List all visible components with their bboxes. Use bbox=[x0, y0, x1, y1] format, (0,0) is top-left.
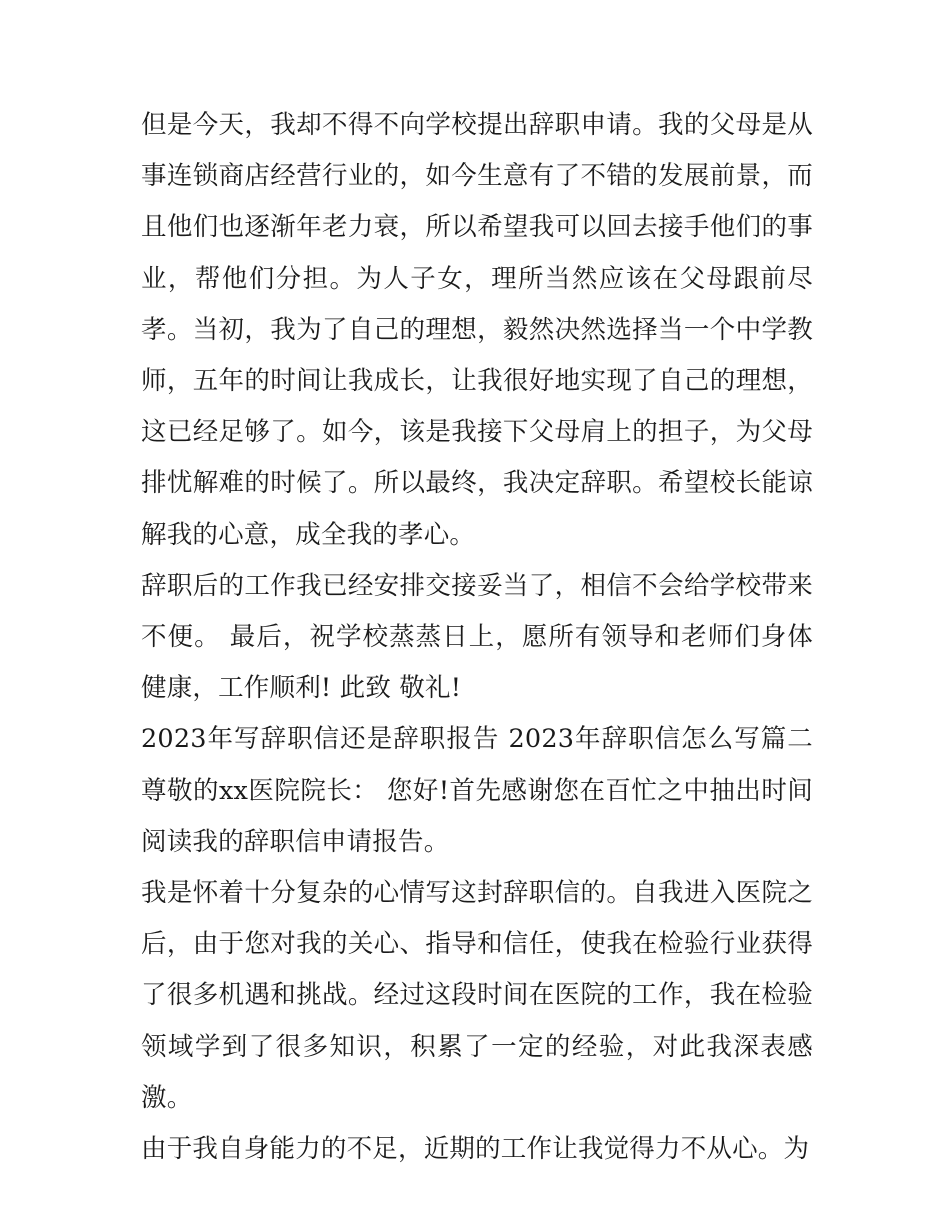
paragraph: 我是怀着十分复杂的心情写这封辞职信的。自我进入医院之后，由于您对我的关心、指导和信任，使我在检验行业获得了很多机遇和挑战。经过这段时间在医院的工作，我在检验领域学到了很多知识，积累了一定的经验，对此我深表感激。 bbox=[141, 878, 813, 1113]
paragraph: 2023年写辞职信还是辞职报告 2023年辞职信怎么写篇二 尊敬的xx医院院长： 您好!首先感谢您在百忙之中抽出时间阅读我的辞职信申请报告。 bbox=[141, 724, 813, 857]
paragraph: 但是今天，我却不得不向学校提出辞职申请。我的父母是从事连锁商店经营行业的，如今生意有了不错的发展前景，而且他们也逐渐年老力衰，所以希望我可以回去接手他们的事业，帮他们分担。为人子女，理所当然应该在父母跟前尽孝。当初，我为了自己的理想，毅然决然选择当一个中学教师，五年的时间让我成长，让我很好地实现了自己的理想，这已经足够了。如今，该是我接下父母肩上的担子，为父母排忧解难的时候了。所以最终，我决定辞职。希望校长能谅解我的心意，成全我的孝心。 bbox=[141, 110, 813, 550]
paragraph: 由于我自身能力的不足，近期的工作让我觉得力不从心。为 bbox=[141, 1134, 810, 1165]
paragraph: 辞职后的工作我已经安排交接妥当了，相信不会给学校带来不便。 最后，祝学校蒸蒸日上，愿所有领导和老师们身体健康，工作顺利! 此致 敬礼! bbox=[141, 570, 813, 704]
document-body bbox=[141, 100, 813, 1175]
